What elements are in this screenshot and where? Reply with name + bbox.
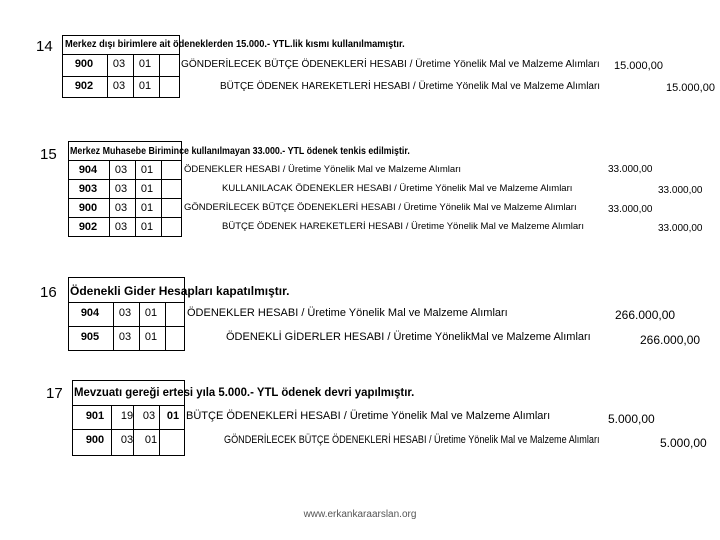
sub-code-1: 03: [114, 202, 128, 214]
credit-amount: 266.000,00: [640, 333, 701, 347]
account-description: BÜTÇE ÖDENEKLERİ HESABI / Üretime Yönelik Mal ve Malzeme Alımları: [186, 410, 551, 422]
sub-code-2: 01: [140, 221, 154, 233]
sub-code-0: 19: [120, 410, 134, 422]
account-code: 904: [80, 307, 100, 319]
account-description: ÖDENEKLER HESABI / Üretime Yönelik Mal ve Malzeme Alımları: [184, 164, 461, 175]
sub-code-1: 03: [120, 434, 134, 446]
sub-code-2: 01: [140, 164, 154, 176]
sub-code-1: 03: [114, 183, 128, 195]
credit-amount: 15.000,00: [666, 82, 715, 94]
entry-header: Ödenekli Gider Hesapları kapatılmıştır.: [70, 284, 290, 298]
debit-amount: 5.000,00: [608, 412, 655, 426]
sub-code-2: 01: [144, 434, 158, 446]
account-code: 900: [78, 202, 98, 214]
sub-code-1: 03: [112, 58, 126, 70]
entry-number: 17: [46, 385, 63, 402]
account-description: GÖNDERİLECEK BÜTÇE ÖDENEKLERİ HESABI / Üretime Yönelik Mal ve Malzeme Alımları: [184, 202, 577, 213]
sub-code-1: 03: [118, 307, 132, 319]
credit-amount: 33.000,00: [658, 223, 703, 234]
account-description: ÖDENEKLER HESABI / Üretime Yönelik Mal ve Malzeme Alımları: [187, 307, 508, 319]
debit-amount: 15.000,00: [614, 60, 663, 72]
account-code: 902: [78, 221, 98, 233]
account-code: 905: [80, 331, 100, 343]
account-code: 901: [85, 410, 105, 422]
sub-code-2: 01: [138, 58, 152, 70]
account-description: ÖDENEKLİ GİDERLER HESABI / Üretime YönelikMal ve Malzeme Alımları: [226, 331, 591, 343]
entry-header: Merkez dışı birimlere ait ödeneklerden 15.000.- YTL.lik kısmı kullanılmamıştır.: [65, 38, 405, 50]
account-code: 903: [78, 183, 98, 195]
account-description: BÜTÇE ÖDENEK HAREKETLERİ HESABI / Üretime Yönelik Mal ve Malzeme Alımları: [222, 221, 584, 232]
sub-code-2: 01: [140, 183, 154, 195]
sub-code-2: 01: [166, 410, 180, 422]
entry-number: 15: [40, 146, 57, 163]
entry-number: 16: [40, 284, 57, 301]
sub-code-2: 01: [138, 80, 152, 92]
sub-code-1: 03: [112, 80, 126, 92]
entry-header: Merkez Muhasebe Birimince kullanılmayan 33.000.- YTL ödenek tenkis edilmiştir.: [70, 145, 410, 157]
sub-code-1: 03: [114, 164, 128, 176]
entry-header: Mevzuatı gereği ertesi yıla 5.000.- YTL ödenek devri yapılmıştır.: [74, 387, 415, 399]
sub-code-2: 01: [144, 331, 158, 343]
account-description: BÜTÇE ÖDENEK HAREKETLERİ HESABI / Üretime Yönelik Mal ve Malzeme Alımları: [220, 80, 601, 92]
credit-amount: 5.000,00: [660, 436, 707, 450]
sub-code-1: 03: [142, 410, 156, 422]
credit-amount: 33.000,00: [658, 185, 703, 196]
account-code: 902: [74, 80, 94, 92]
account-code: 900: [85, 434, 105, 446]
account-description: KULLANILACAK ÖDENEKLER HESABI / Üretime Yönelik Mal ve Malzeme Alımları: [222, 183, 573, 194]
footer-website: www.erkankaraarslan.org: [303, 509, 417, 520]
debit-amount: 266.000,00: [615, 308, 676, 322]
account-code: 904: [78, 164, 98, 176]
sub-code-1: 03: [118, 331, 132, 343]
account-code: 900: [74, 58, 94, 70]
sub-code-2: 01: [140, 202, 154, 214]
account-description: GÖNDERİLECEK BÜTÇE ÖDENEKLERİ HESABI / Üretime Yönelik Mal ve Malzeme Alımları: [181, 58, 600, 70]
debit-amount: 33.000,00: [608, 204, 653, 215]
sub-code-1: 03: [114, 221, 128, 233]
entry-number: 14: [36, 38, 53, 55]
account-description: GÖNDERİLECEK BÜTÇE ÖDENEKLERİ HESABI / Üretime Yönelik Mal ve Malzeme Alımları: [224, 434, 600, 446]
debit-amount: 33.000,00: [608, 164, 653, 175]
sub-code-2: 01: [144, 307, 158, 319]
